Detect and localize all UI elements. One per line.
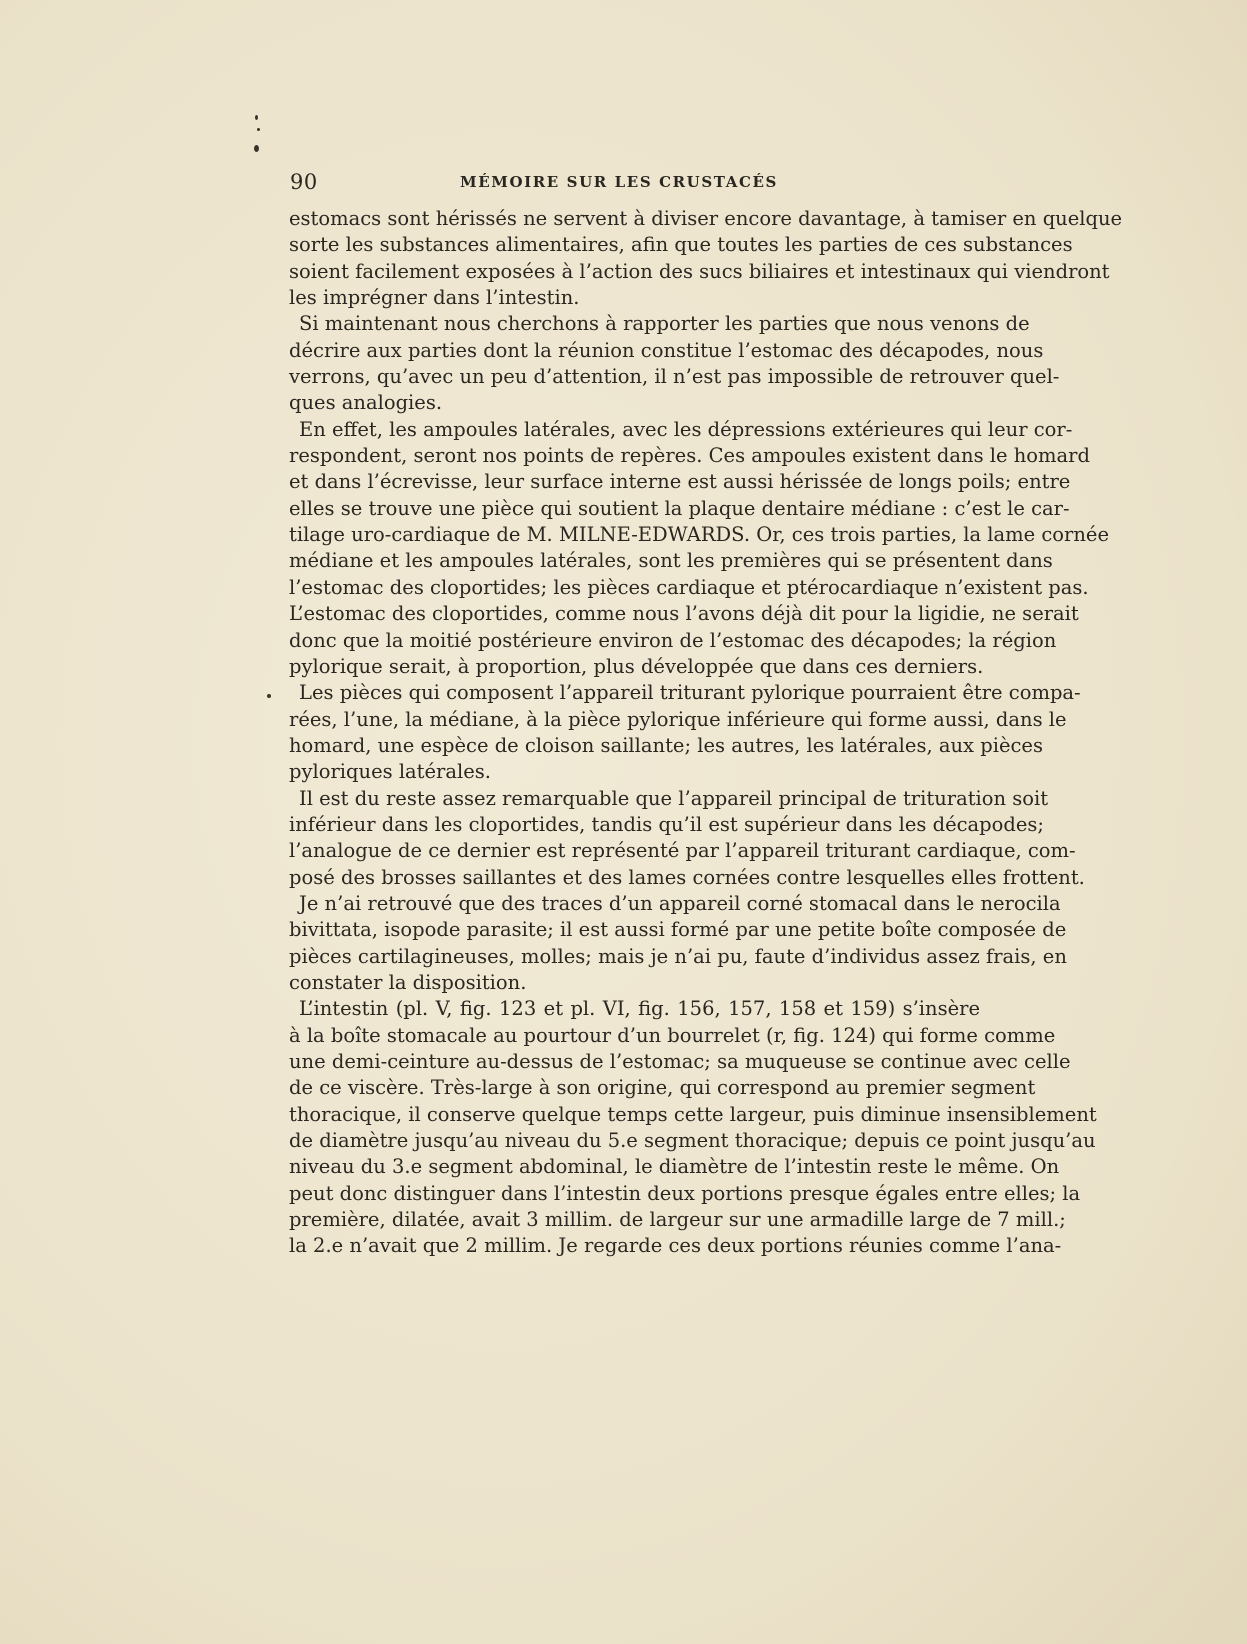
- text-line: En effet, les ampoules latérales, avec les dépressions extérieures qui leur cor-: [299, 417, 1073, 441]
- text-line: Il est du reste assez remarquable que l’appareil principal de trituration soit: [299, 786, 1049, 810]
- text-line: Les pièces qui composent l’appareil triturant pylorique pourraient être compa-: [299, 681, 1081, 705]
- text-line: soient facilement exposées à l’action des sucs biliaires et intestinaux qui viendront: [289, 259, 1110, 283]
- text-line: première, dilatée, avait 3 millim. de largeur sur une armadille large de 7 mill.;: [289, 1208, 1066, 1232]
- text-line: L’estomac des cloportides, comme nous l’avons déjà dit pour la ligidie, ne serait: [289, 602, 1079, 626]
- text-line: inférieur dans les cloportides, tandis qu’il est supérieur dans les décapodes;: [289, 812, 1044, 836]
- running-title: MÉMOIRE SUR LES CRUSTACÉS: [460, 173, 778, 191]
- text-line: les imprégner dans l’intestin.: [289, 286, 580, 310]
- text-line: décrire aux parties dont la réunion constitue l’estomac des décapodes, nous: [289, 338, 1044, 362]
- text-line: l’estomac des cloportides; les pièces cardiaque et ptérocardiaque n’existent pas.: [289, 575, 1089, 599]
- ink-speck: [257, 128, 260, 131]
- text-line: à la boîte stomacale au pourtour d’un bourrelet (r, fig. 124) qui forme comme: [289, 1023, 1056, 1047]
- text-line: donc que la moitié postérieure environ de l’estomac des décapodes; la région: [289, 628, 1057, 652]
- text-line: homard, une espèce de cloison saillante; les autres, les latérales, aux pièces: [289, 733, 1043, 757]
- text-line: tilage uro-cardiaque de M. MILNE-EDWARDS. Or, ces trois parties, la lame cornée: [289, 523, 1109, 547]
- text-line: Je n’ai retrouvé que des traces d’un appareil corné stomacal dans le nerocila: [299, 891, 1061, 915]
- text-line: et dans l’écrevisse, leur surface interne est aussi hérissée de longs poils; entre: [289, 470, 1071, 494]
- text-line: de ce viscère. Très-large à son origine, qui correspond au premier segment: [289, 1076, 1036, 1100]
- text-line: peut donc distinguer dans l’intestin deux portions presque égales entre elles; la: [289, 1181, 1081, 1205]
- text-line: la 2.e n’avait que 2 millim. Je regarde ces deux portions réunies comme l’ana-: [289, 1234, 1062, 1258]
- text-line: l’analogue de ce dernier est représenté par l’appareil triturant cardiaque, com-: [289, 839, 1076, 863]
- text-line: rées, l’une, la médiane, à la pièce pylorique inférieure qui forme aussi, dans le: [289, 707, 1067, 731]
- text-line: pylorique serait, à proportion, plus développée que dans ces derniers.: [289, 654, 984, 678]
- text-line: constater la disposition.: [289, 970, 527, 994]
- ink-speck: [255, 115, 258, 120]
- text-line: pièces cartilagineuses, molles; mais je n’ai pu, faute d’individus assez frais, en: [289, 944, 1067, 968]
- text-line: une demi-ceinture au-dessus de l’estomac; sa muqueuse se continue avec celle: [289, 1050, 1071, 1073]
- text-line: Si maintenant nous cherchons à rapporter les parties que nous venons de: [299, 312, 1030, 336]
- ink-speck: [267, 694, 271, 698]
- text-line: elles se trouve une pièce qui soutient la plaque dentaire médiane : c’est le car-: [289, 496, 1070, 520]
- text-line: bivittata, isopode parasite; il est aussi formé par une petite boîte composée de: [289, 918, 1067, 942]
- text-line: respondent, seront nos points de repères. Ces ampoules existent dans le homard: [289, 444, 1090, 468]
- text-line: estomacs sont hérissés ne servent à diviser encore davantage, à tamiser en quelque: [289, 207, 1123, 230]
- text-line: thoracique, il conserve quelque temps cette largeur, puis diminue insensiblement: [289, 1102, 1097, 1126]
- text-line: ques analogies.: [289, 391, 443, 415]
- ink-speck: [254, 145, 259, 152]
- text-line: niveau du 3.e segment abdominal, le diamètre de l’intestin reste le même. On: [289, 1155, 1060, 1179]
- text-line: verrons, qu’avec un peu d’attention, il n’est pas impossible de retrouver quel-: [289, 365, 1060, 389]
- text-line: posé des brosses saillantes et des lames cornées contre lesquelles elles frottent.: [289, 865, 1085, 889]
- text-line: pyloriques latérales.: [289, 760, 491, 784]
- text-line: de diamètre jusqu’au niveau du 5.e segment thoracique; depuis ce point jusqu’au: [289, 1129, 1096, 1153]
- page-header: [290, 170, 990, 200]
- text-line: médiane et les ampoules latérales, sont les premières qui se présentent dans: [289, 549, 1053, 573]
- page-number: 90: [290, 170, 318, 194]
- body-text: [289, 206, 1123, 1260]
- text-line: sorte les substances alimentaires, afin que toutes les parties de ces substances: [289, 233, 1073, 257]
- text-line: L’intestin (pl. V, fig. 123 et pl. VI, fig. 156, 157, 158 et 159) s’insère: [299, 997, 980, 1021]
